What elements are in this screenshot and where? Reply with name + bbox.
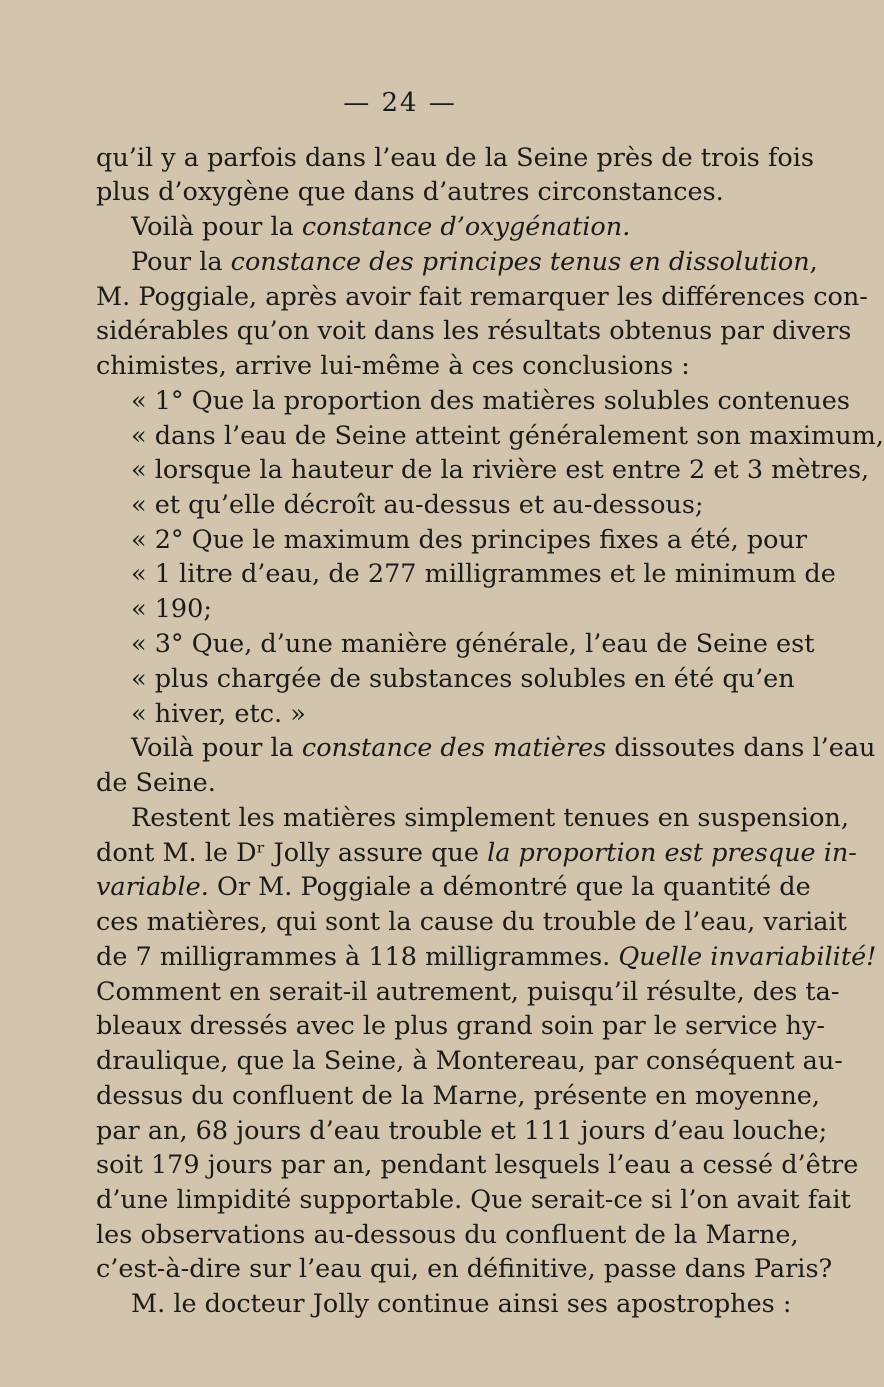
text-line [131,731,876,765]
text-line [96,141,814,175]
text-line [96,1079,820,1113]
text-run: ces matières, qui sont la cause du trouble de l’eau, variait [96,907,847,937]
text-run: les observations au-dessous du confluent de la Marne, [96,1220,799,1250]
text-run: soit 179 jours par an, pendant lesquels l’eau a cessé d’être [96,1150,859,1180]
text-line [96,1148,859,1182]
text-run: c’est-à-dire sur l’eau qui, en définitive, passe dans Paris? [96,1254,833,1284]
text-run: « 2° Que le maximum des principes fixes a été, pour [131,525,808,555]
text-run: qu’il y a parfois dans l’eau de la Seine près de trois fois [96,143,814,173]
text-line [131,245,818,279]
text-line [96,1009,825,1043]
text-run: sidérables qu’on voit dans les résultats obtenus par divers [96,316,852,346]
text-line [131,488,767,522]
text-run: « hiver, etc. » [131,699,306,729]
text-run: dissoutes dans l’eau [606,733,876,763]
text-run: dessus du confluent de la Marne, présente en moyenne, [96,1081,820,1111]
italic-run: Quelle invariabilité! [618,942,877,972]
text-run: draulique, que la Seine, à Montereau, par conséquent au- [96,1046,843,1076]
text-run: dont M. le Dʳ Jolly assure que [96,838,488,868]
text-run: Voilà pour la [131,212,302,242]
text-line [96,1044,843,1078]
text-run: « et qu’elle décroît au-dessus et au-dessous; [131,490,704,520]
text-line [131,627,815,661]
text-run: M. le docteur Jolly continue ainsi ses apostrophes : [131,1289,792,1319]
text-line [96,1218,799,1252]
text-line [96,766,767,800]
text-run: « 1° Que la proportion des matières solubles contenues [131,386,850,416]
text-run: Or M. Poggiale a démontré que la quantité de [208,872,811,902]
text-run: , [809,247,818,277]
italic-run: constance des matières [301,733,607,763]
text-line [96,1252,833,1286]
text-line [96,314,852,348]
italic-run: constance d’oxygénation. [301,212,631,242]
text-run: Voilà pour la [131,733,302,763]
text-line [131,384,850,418]
text-line [96,175,767,209]
text-line [131,453,870,487]
text-line [96,870,811,904]
text-run: « plus chargée de substances solubles en été qu’en [131,664,795,694]
text-line [96,1114,828,1148]
text-line [96,1183,851,1217]
italic-run: la proportion est presque in- [487,838,857,868]
text-run: plus d’oxygène que dans d’autres circonstances. [96,177,724,207]
text-line [131,523,808,557]
text-line [131,801,849,835]
text-run: Pour la [131,247,231,277]
text-line [131,557,836,591]
text-run: « 1 litre d’eau, de 277 milligrammes et le minimum de [131,559,836,589]
text-run: Comment en serait-il autrement, puisqu’il résulte, des ta- [96,977,840,1007]
text-run: d’une limpidité supportable. Que serait-ce si l’on avait fait [96,1185,851,1215]
text-run: « lorsque la hauteur de la rivière est entre 2 et 3 mètres, [131,455,870,485]
text-line [131,419,884,453]
page-number: — 24 — [343,88,457,118]
text-run: « 3° Que, d’une manière générale, l’eau de Seine est [131,629,815,659]
text-run: chimistes, arrive lui-même à ces conclusions : [96,351,690,381]
text-run: « 190; [131,594,212,624]
text-line [131,697,767,731]
text-run: Restent les matières simplement tenues en suspension, [131,803,849,833]
text-line [96,280,868,314]
text-line [131,1287,792,1321]
italic-run: variable. [96,872,209,902]
text-run: de Seine. [96,768,216,798]
text-line [96,905,847,939]
text-line [131,662,795,696]
text-line [96,349,767,383]
italic-run: constance des principes tenus en dissolution [230,247,810,277]
text-line [96,975,840,1009]
text-run: M. Poggiale, après avoir fait remarquer les différences con- [96,282,868,312]
text-line [96,836,857,870]
text-line [131,592,767,626]
text-run: par an, 68 jours d’eau trouble et 111 jours d’eau louche; [96,1116,828,1146]
text-line [131,210,767,244]
text-run: bleaux dressés avec le plus grand soin par le service hy- [96,1011,825,1041]
text-run: de 7 milligrammes à 118 milligrammes. [96,942,619,972]
text-line [96,940,877,974]
text-run: « dans l’eau de Seine atteint généralement son maximum, [131,421,884,451]
